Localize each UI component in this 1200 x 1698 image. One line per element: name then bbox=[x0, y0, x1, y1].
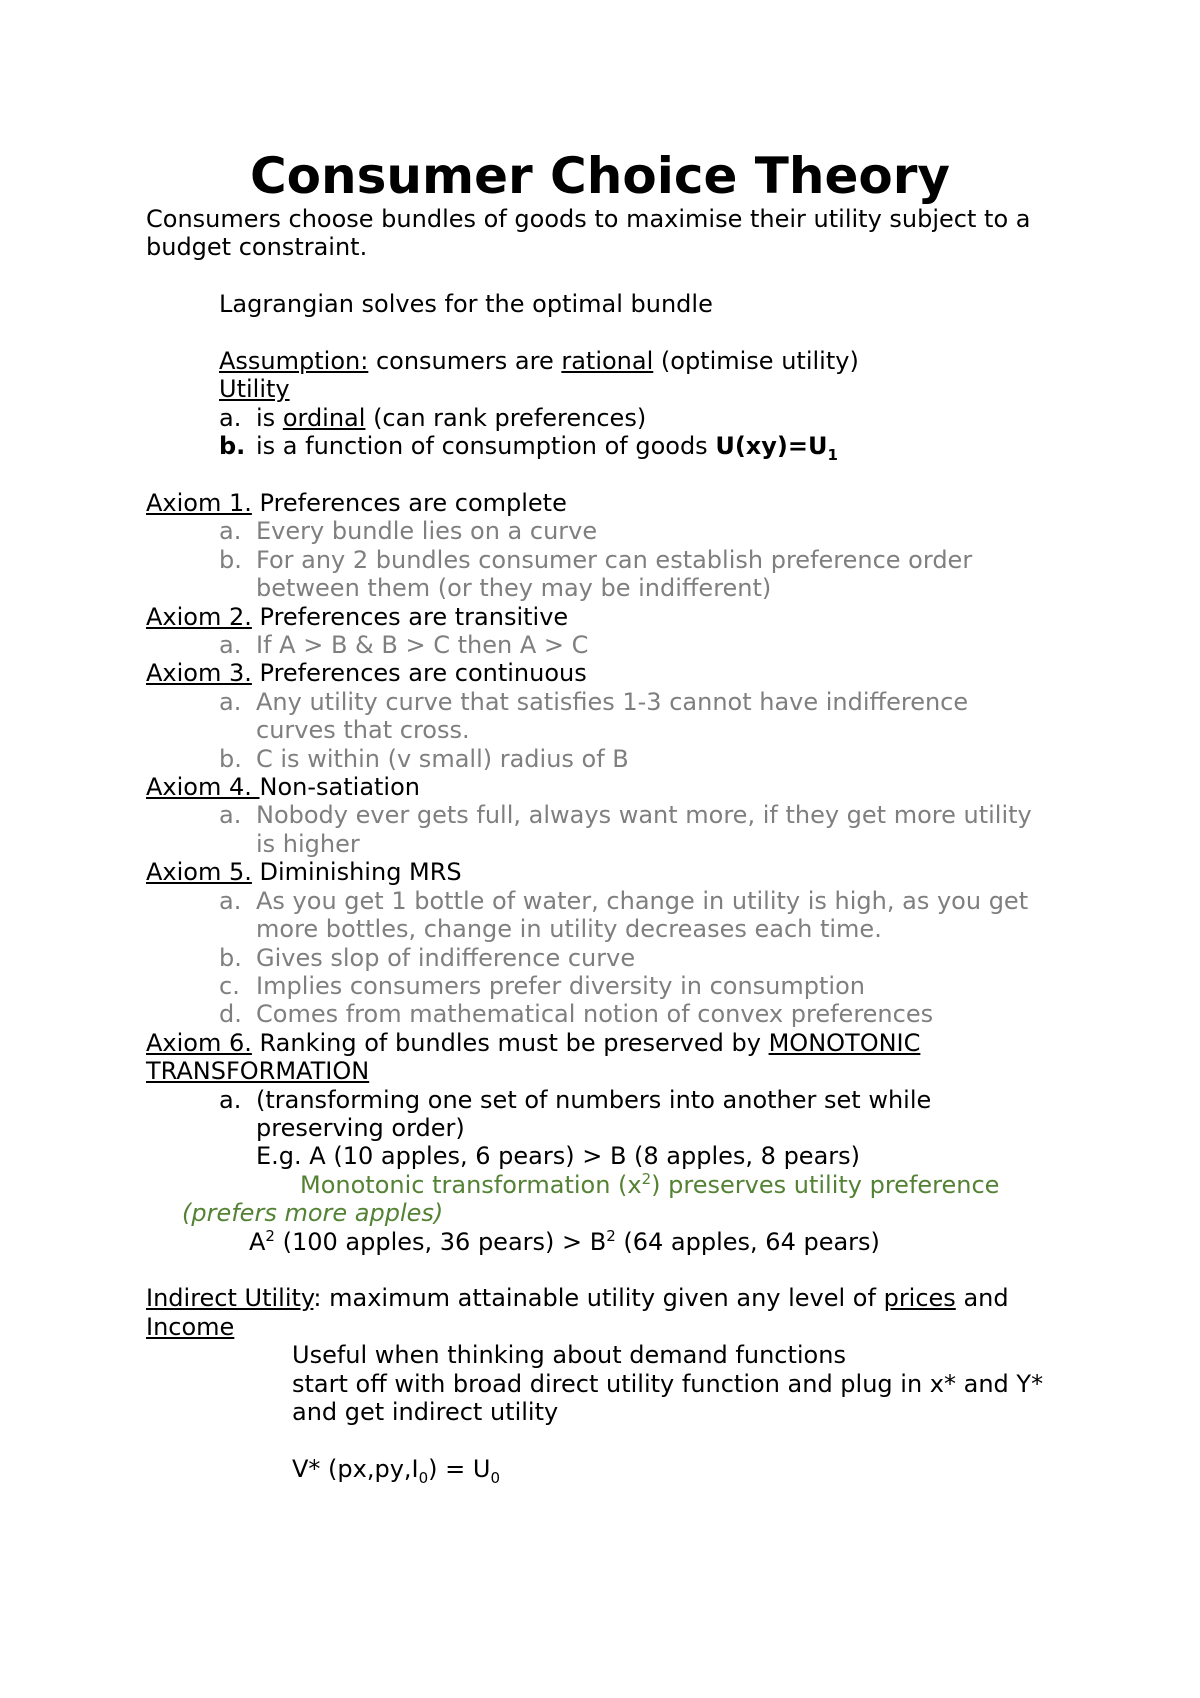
indirect-utility-formula bbox=[146, 1454, 1066, 1487]
sq-mid: (100 apples, 36 pears) > B bbox=[274, 1227, 607, 1256]
utility-b-text: is a function of consumption of goods bbox=[256, 432, 716, 461]
axiom-1-list bbox=[146, 517, 1066, 602]
sq-a: A bbox=[249, 1227, 266, 1256]
axiom-1-heading bbox=[146, 489, 1066, 517]
axiom-label: Axiom 3. bbox=[146, 659, 252, 688]
utility-a-text: is bbox=[256, 403, 283, 432]
income-term: Income bbox=[146, 1312, 235, 1341]
axiom-label: Axiom 5. bbox=[146, 858, 252, 887]
transformation-term: TRANSFORMATION bbox=[146, 1057, 370, 1086]
list-text: Gives slop of indifference curve bbox=[256, 943, 636, 972]
axiom-6-heading-cont bbox=[146, 1057, 1066, 1085]
axiom-label: Axiom 6. bbox=[146, 1028, 252, 1057]
utility-list bbox=[146, 403, 1066, 465]
axiom-text: Non-satiation bbox=[259, 773, 420, 802]
utility-heading-text: Utility bbox=[219, 375, 290, 404]
axiom-text: Diminishing MRS bbox=[251, 858, 462, 887]
assumption-text: consumers are bbox=[368, 347, 562, 375]
list-marker: a. bbox=[219, 631, 242, 660]
list-item bbox=[219, 688, 1066, 745]
list-item bbox=[219, 517, 1066, 545]
intro-paragraph: Consumers choose bundles of goods to maximise their utility subject to a budget constraint. bbox=[146, 205, 1031, 262]
list-item bbox=[219, 1086, 1066, 1143]
utility-formula-text: U(xy)=U bbox=[715, 432, 828, 461]
list-text: C is within (v small) radius of B bbox=[256, 744, 629, 773]
monotonic-term: MONOTONIC bbox=[768, 1028, 921, 1057]
list-text: For any 2 bundles consumer can establish preference order between them (or they may be indifferent) bbox=[256, 545, 973, 603]
list-text: Any utility curve that satisfies 1-3 cannot have indifference curves that cross. bbox=[256, 687, 969, 745]
list-marker: c. bbox=[219, 971, 240, 1000]
indirect-line-1: Useful when thinking about demand functions bbox=[292, 1341, 846, 1370]
axiom-3-heading bbox=[146, 659, 1066, 687]
axiom-text: Preferences are complete bbox=[251, 489, 567, 518]
axiom-6-list bbox=[146, 1086, 1066, 1143]
list-text: Every bundle lies on a curve bbox=[256, 517, 598, 546]
list-item bbox=[219, 745, 1066, 773]
mono-text-end: ) preserves utility preference bbox=[651, 1170, 1000, 1199]
document-title: Consumer Choice Theory bbox=[249, 147, 951, 205]
mono-sup: 2 bbox=[641, 1169, 652, 1188]
axiom-5-heading bbox=[146, 858, 1066, 886]
list-text: If A > B & B > C then A > C bbox=[256, 631, 589, 660]
assumption-text-end: (optimise utility) bbox=[653, 347, 859, 375]
lagrangian-line: Lagrangian solves for the optimal bundle bbox=[219, 290, 713, 319]
list-marker: a. bbox=[219, 1085, 242, 1114]
formula-pre: V* (px,py,I bbox=[292, 1454, 419, 1483]
axiom-label: Axiom 2. bbox=[146, 602, 252, 631]
prices-term: prices bbox=[883, 1284, 956, 1313]
utility-formula bbox=[715, 432, 838, 465]
list-item bbox=[219, 432, 1066, 465]
assumption-line bbox=[146, 347, 1066, 375]
formula-mid: ) = U bbox=[428, 1454, 491, 1483]
and-text: and bbox=[955, 1284, 1009, 1313]
axiom-3-list bbox=[146, 688, 1066, 773]
rational-term: rational bbox=[561, 347, 654, 375]
sq-b-sup: 2 bbox=[606, 1226, 616, 1245]
axiom-4-heading bbox=[146, 773, 1066, 801]
list-marker: b. bbox=[219, 744, 242, 773]
indirect-line-2: start off with broad direct utility function and plug in x* and Y* bbox=[292, 1369, 1044, 1398]
indirect-utility-label: Indirect Utility bbox=[146, 1284, 314, 1313]
axiom-6-heading bbox=[146, 1029, 1066, 1057]
axiom-2-heading bbox=[146, 603, 1066, 631]
axiom-text: Preferences are transitive bbox=[251, 602, 569, 631]
list-marker: d. bbox=[219, 1000, 242, 1029]
list-marker: a. bbox=[219, 687, 242, 716]
axiom-label: Axiom 1. bbox=[146, 489, 252, 518]
list-item bbox=[219, 546, 1066, 603]
axiom-4-list bbox=[146, 801, 1066, 858]
list-text: Nobody ever gets full, always want more, if they get more utility is higher bbox=[256, 801, 1032, 858]
list-item bbox=[219, 944, 1066, 972]
list-item bbox=[219, 631, 1066, 659]
utility-formula-sub: 1 bbox=[827, 446, 838, 465]
list-item bbox=[219, 972, 1066, 1000]
sq-post: (64 apples, 64 pears) bbox=[615, 1227, 880, 1256]
list-item bbox=[219, 404, 1066, 432]
utility-heading bbox=[146, 375, 1066, 403]
sq-a-sup: 2 bbox=[265, 1226, 275, 1245]
list-text: Implies consumers prefer diversity in consumption bbox=[256, 971, 865, 1000]
formula-sub-1: 0 bbox=[418, 1468, 429, 1487]
document-body bbox=[146, 205, 1066, 1487]
axiom-text: Ranking of bundles must be preserved by bbox=[251, 1028, 769, 1057]
indirect-utility-line bbox=[146, 1284, 1066, 1312]
squared-bundles-line bbox=[146, 1228, 1066, 1256]
list-marker: a. bbox=[219, 801, 242, 830]
monotonic-transformation-line bbox=[146, 1171, 1066, 1199]
income-line bbox=[146, 1313, 1066, 1341]
list-text: Comes from mathematical notion of convex preferences bbox=[256, 1000, 934, 1029]
list-marker: b. bbox=[219, 545, 242, 574]
axiom-label: Axiom 4. bbox=[146, 773, 260, 802]
list-marker: b. bbox=[219, 432, 246, 461]
list-marker: a. bbox=[219, 403, 242, 432]
list-marker: b. bbox=[219, 943, 242, 972]
prefers-more-apples-line: (prefers more apples) bbox=[182, 1199, 444, 1228]
assumption-label: Assumption: bbox=[219, 347, 369, 375]
axiom-5-list bbox=[146, 887, 1066, 1029]
ordinal-term: ordinal bbox=[282, 403, 366, 432]
list-marker: a. bbox=[219, 886, 242, 915]
list-text: (transforming one set of numbers into another set while preserving order) bbox=[256, 1085, 932, 1142]
list-item bbox=[219, 887, 1066, 944]
indirect-line-3: and get indirect utility bbox=[292, 1398, 559, 1426]
axiom-2-list bbox=[146, 631, 1066, 659]
axiom-text: Preferences are continuous bbox=[251, 659, 587, 688]
list-item bbox=[219, 801, 1066, 858]
utility-a-text-end: (can rank preferences) bbox=[365, 403, 647, 432]
list-item bbox=[219, 1000, 1066, 1028]
list-marker: a. bbox=[219, 517, 242, 546]
mono-text: Monotonic transformation (x bbox=[300, 1170, 642, 1199]
list-text: As you get 1 bottle of water, change in utility is high, as you get more bottles, change in utility decreases each time. bbox=[256, 886, 1029, 944]
formula-sub-2: 0 bbox=[490, 1468, 501, 1487]
indirect-utility-text: : maximum attainable utility given any level of bbox=[313, 1284, 884, 1313]
example-line: E.g. A (10 apples, 6 pears) > B (8 apples, 8 pears) bbox=[256, 1142, 861, 1171]
